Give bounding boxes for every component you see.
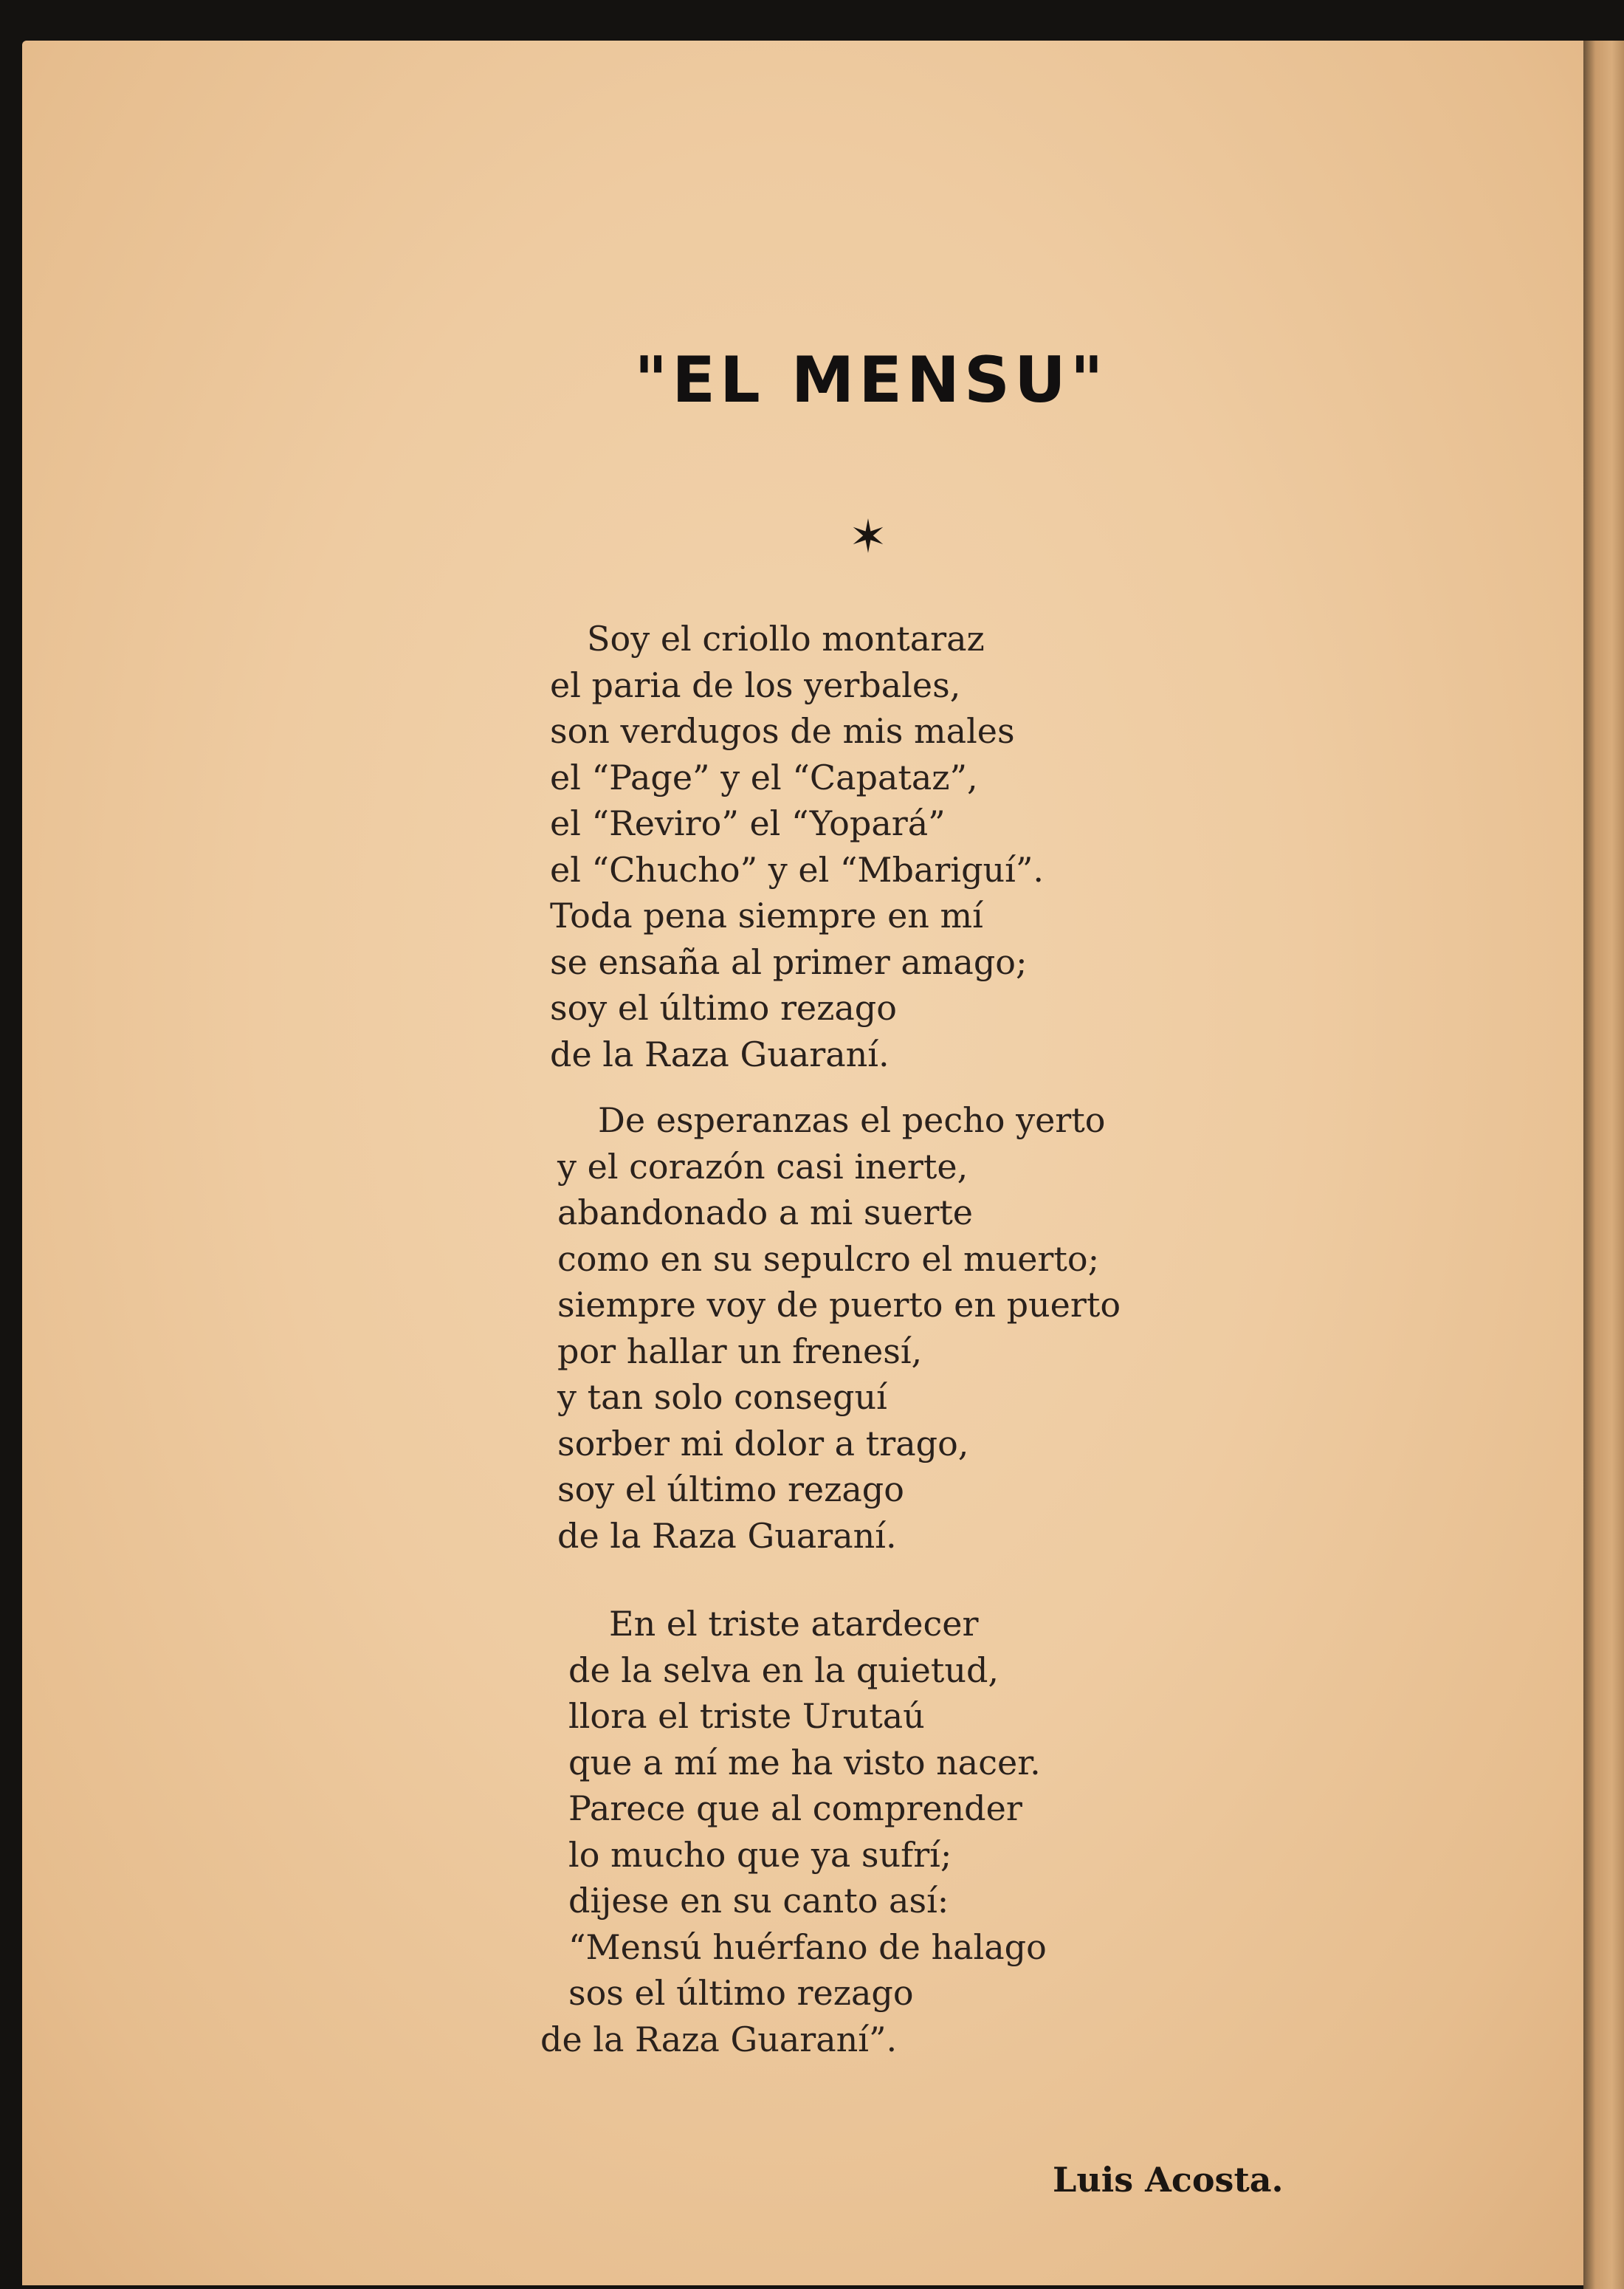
poem-line: el “Reviro” el “Yopará” [550,803,946,843]
poem-line: que a mí me ha visto nacer. [568,1742,1041,1782]
poem-line: y tan solo conseguí [557,1377,887,1417]
poem-line: sos el último rezago [568,1973,914,2013]
poem-line: y el corazón casi inerte, [557,1146,968,1187]
star-ornament-icon: ✶ [849,509,887,563]
poem-line: Parece que al comprender [568,1788,1022,1828]
poem-line: llora el triste Urutaú [568,1696,925,1736]
author-signature: Luis Acosta. [1053,2160,1284,2200]
poem-line: soy el último rezago [550,988,897,1028]
poem-line: dijese en su canto así: [568,1881,949,1921]
poem-line: “Mensú huérfano de halago [568,1926,1047,1967]
poem-line: abandonado a mi suerte [557,1192,974,1232]
poem-line: En el triste atardecer [609,1604,979,1644]
poem-line: Toda pena siempre en mí [550,896,983,936]
poem-line: el “Chucho” y el “Mbariguí”. [550,849,1045,890]
poem-line: de la Raza Guaraní”. [540,2019,898,2059]
poem-line: de la Raza Guaraní. [550,1034,890,1074]
poem-line: de la Raza Guaraní. [557,1515,897,1556]
poem-line: se ensaña al primer amago; [550,941,1028,982]
stanza-3 [540,1601,1047,2062]
poem-line: lo mucho que ya sufrí; [568,1834,952,1875]
stanza-1 [550,616,1044,1077]
poem-title: "EL MENSU" [634,343,1108,417]
poem-line: son verdugos de mis males [550,711,1015,751]
poem-line: sorber mi dolor a trago, [557,1423,969,1463]
poem-line: el paria de los yerbales, [550,665,961,705]
poem-line: Soy el criollo montaraz [587,619,985,659]
stanza-2 [557,1097,1121,1559]
poem-line: como en su sepulcro el muerto; [557,1238,1100,1279]
poem-line: siempre voy de puerto en puerto [557,1285,1121,1325]
poem-line: De esperanzas el pecho yerto [598,1100,1106,1140]
poem-line: el “Page” y el “Capataz”, [550,757,978,797]
poem-line: de la selva en la quietud, [568,1650,999,1690]
poem-line: por hallar un frenesí, [557,1331,923,1371]
poem-line: soy el último rezago [557,1469,904,1509]
